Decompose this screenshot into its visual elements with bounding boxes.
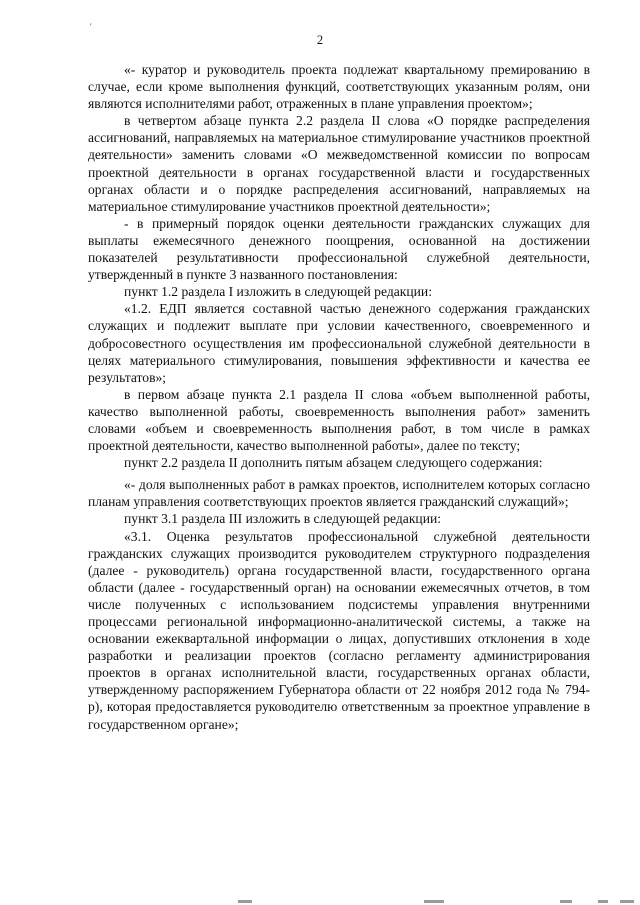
paragraph: «1.2. ЕДП является составной частью денежного содержания гражданских служащих и подлежит выплате при условии качественного, своевременного и добросовестного осуществления им профессиональной служебной деятельности в целях материального стимулирования, повышения эффективности и качества ее результатов»;	[88, 301, 590, 385]
paragraph: «- доля выполненных работ в рамках проектов, исполнителем которых согласно планам управления соответствующих проектов является гражданский служащий»;	[88, 477, 590, 510]
page-number: 2	[316, 33, 324, 47]
paragraph: пункт 1.2 раздела I изложить в следующей редакции:	[124, 284, 432, 300]
paragraph: в первом абзаце пункта 2.1 раздела II слова «объем выполненной работы, качество выполненной работы, своевременность выполнения работ» заменить словами «объем и своевременность выполнения работ, в том числе в рамках проектной деятельности, качество выполненной работы», далее по тексту;	[88, 386, 590, 454]
document-body	[88, 61, 590, 733]
paragraph: пункт 2.2 раздела II дополнить пятым абзацем следующего содержания:	[124, 455, 543, 471]
paragraph: «3.1. Оценка результатов профессиональной служебной деятельности гражданских служащих производится руководителем структурного подразделения (далее - руководитель) органа государственной власти, государственного органа области (далее - государственный орган) на основании ежемесячных отчетов, в том числе полученных с использованием подсистемы управления внутренними процессами региональной информационно-аналитической системы, а также на основании ежеквартальной информации о лицах, допустивших отклонения в ходе разработки и реализации проектов (согласно регламенту администрирования проектов в органах исполнительной власти, государственных органах области, утвержденному распоряжением Губернатора области от 22 ноября 2012 года № 794-р), которая предоставляется руководителю ответственным за проектное управление в государственном органе»;	[88, 528, 590, 732]
scan-footer-marks	[0, 893, 640, 905]
paragraph: «- куратор и руководитель проекта подлежат квартальному премированию в случае, если кроме выполнения функций, соответствующих указанным ролям, они являются исполнителями работ, отраженных в плане управления проектом»;	[88, 62, 590, 112]
paragraph: пункт 3.1 раздела III изложить в следующей редакции:	[124, 511, 442, 527]
paragraph: - в примерный порядок оценки деятельности гражданских служащих для выплаты ежемесячного денежного поощрения, основанной на достижении показателей результативности профессиональной служебной деятельности, утвержденный в пункте 3 названного постановления:	[88, 215, 590, 283]
paragraph: в четвертом абзаце пункта 2.2 раздела II слова «О порядке распределения ассигнований, направляемых на материальное стимулирование участников проектной деятельности» заменить словами «О межведомственной комиссии по вопросам проектной деятельности в органах государственной власти и государственных органах области и о порядке распределения ассигнований, направляемых на материальное стимулирование участников проектной деятельности»;	[88, 113, 590, 214]
scan-mark: '	[90, 22, 92, 32]
